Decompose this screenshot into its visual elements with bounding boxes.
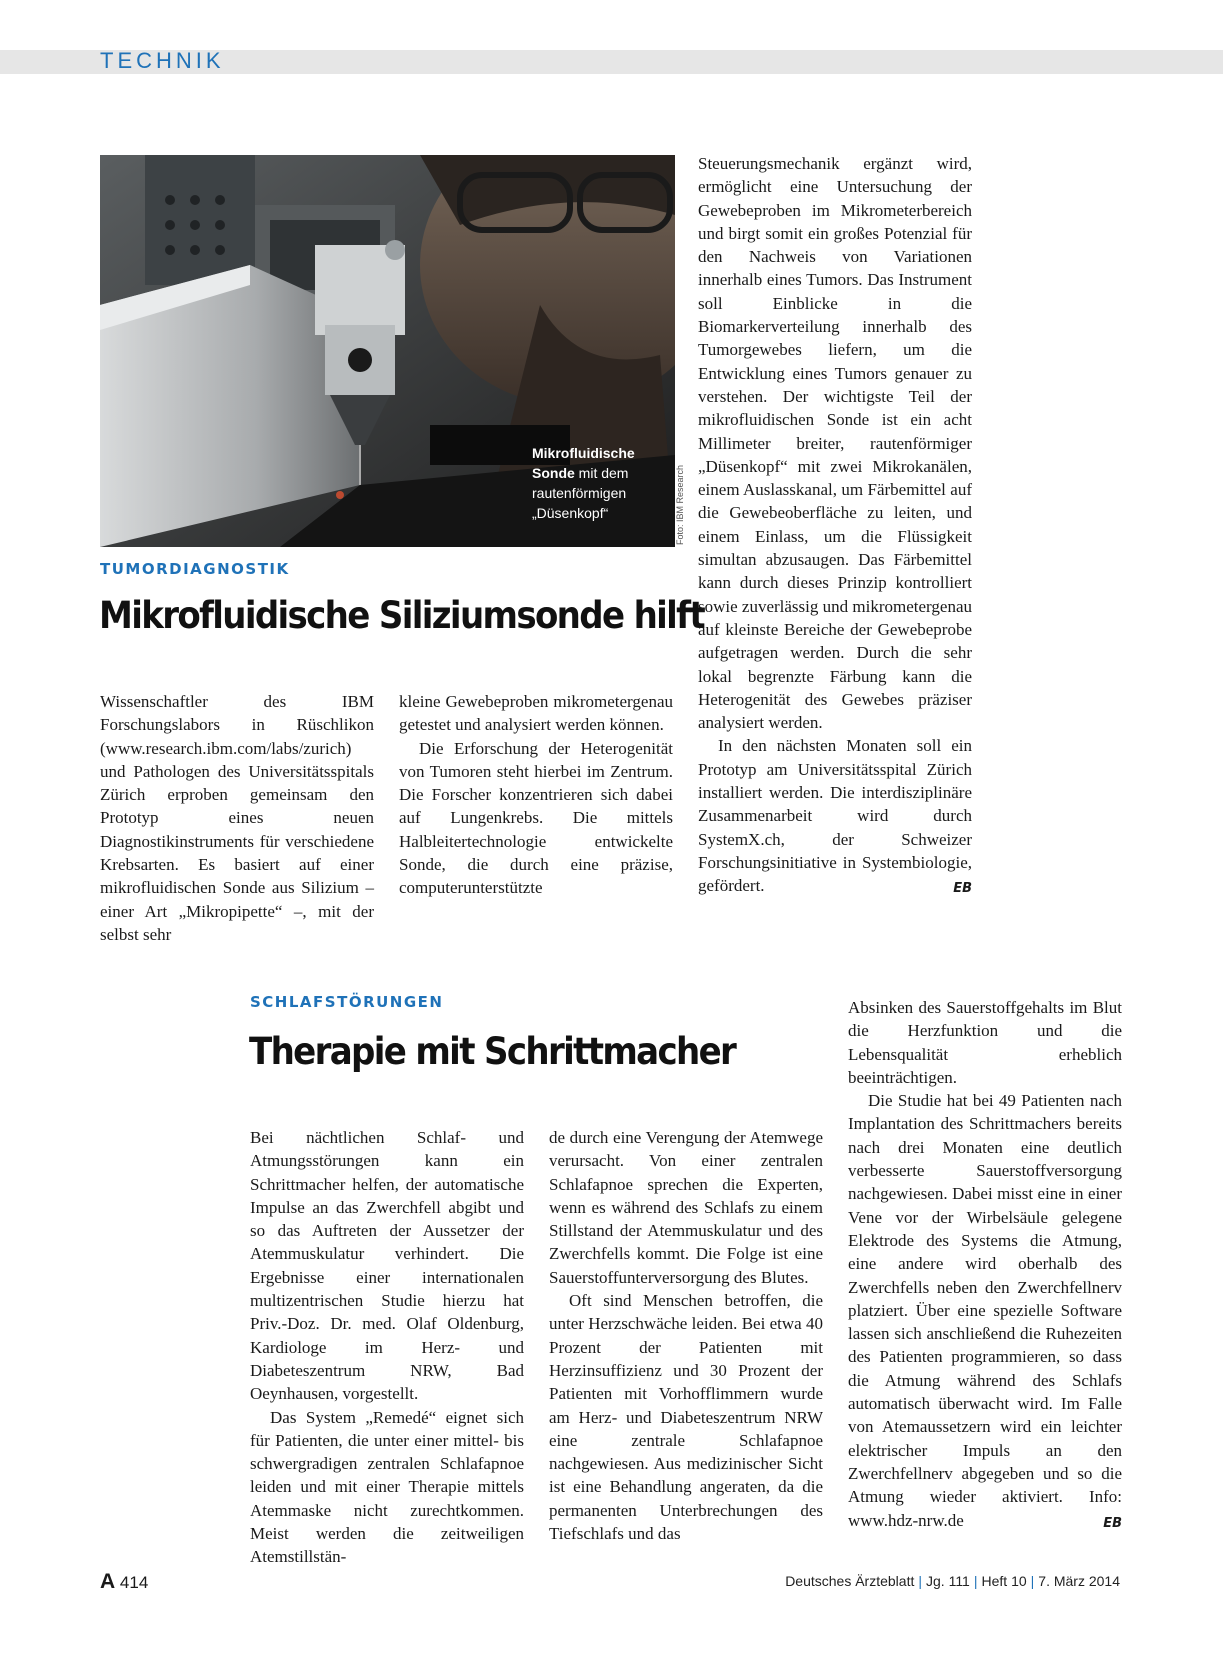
article1-col3-para2 [698,734,972,897]
article1-col2-para2: Die Erforschung der Heterogenität von Tumoren steht hierbei im Zentrum. Die Forscher konzentrieren sich dabei auf Lungenkrebs. Die mittels Halbleitertechnologie entwickelte Sonde, die durch eine präzise, computerunterstützte [399,738,673,898]
article1-column-1 [100,690,374,946]
article2-column-2 [549,1126,823,1545]
article2-kicker: SCHLAFSTÖRUNGEN [250,993,444,1011]
article2-col3-para1: Absinken des Sauerstoffgehalts im Blut die Herzfunktion und die Lebensqualität erheblich beeinträchtigen. [848,998,1122,1087]
article1-col3-para2-text: In den nächsten Monaten soll ein Prototyp am Universitätsspital Zürich installiert werden. Die interdisziplinäre Zusammenarbeit wird durch SystemX.ch, der Schweizer Forschungsinitiative in Systembiologie, gefördert. [698,736,972,896]
article1-col2-para1: kleine Gewebeproben mikrometergenau getestet und analysiert werden können. [399,692,673,735]
article1-column-2 [399,690,673,900]
separator: | [973,1573,978,1589]
article2-col2-para1: de durch eine Verengung der Atemwege verursacht. Von einer zentralen Schlafapnoe sprechen die Experten, wenn es während des Schlafs zu einem Stillstand der Atemmuskulatur und des Zwerchfells kommt. Die Folge ist eine Sauerstoffunterversorgung des Blutes. [549,1128,823,1287]
article2-col3-para2-text: Die Studie hat bei 49 Patienten nach Implantation des Schrittmachers bereits nach drei Monaten eine deutlich verbesserte Sauerstoffversorgung nachgewiesen. Dabei misst eine in einer Vene vor der Wirbelsäule gelegene Elektrode des Systems die Atmung, eine andere wird oberhalb des Zwerchfells neben den Zwerchfellnerv platziert. Über eine spezielle Software lassen sich anschließend die Ruhezeiten des Patienten programmieren, so dass die Atmung während des Schlafs automatisch überwacht wird. Im Falle von Atemaussetzern wird ein leichter elektrischer Impuls an den Zwerchfellnerv abgegeben und so die Atmung wieder aktiviert. Info: www.hdz-nrw.de [848,1091,1122,1530]
page-letter: A [100,1570,116,1593]
photo-caption-text: mit dem rautenförmigen „Düsenkopf“ [532,465,629,521]
article2-col2-para2: Oft sind Menschen betroffen, die unter Herzschwäche leiden. Bei etwa 40 Prozent der Patienten mit Herzinsuffizienz und 30 Prozent der Patienten mit Vorhofflimmern wurde am Herz- und Diabeteszentrum NRW eine zentrale Schlafapnoe nachgewiesen. Aus medizinischer Sicht ist eine Behandlung angeraten, da die permanenten Unterbrechungen des Tiefschlafs und das [549,1291,823,1544]
journal-issue: Heft 10 [981,1573,1027,1589]
article1-kicker: TUMORDIAGNOSTIK [100,560,290,578]
section-label: TECHNIK [100,48,225,73]
photo-caption [532,443,672,523]
journal-name: Deutsches Ärzteblatt [785,1573,915,1589]
page-number [100,1570,148,1594]
article1-author: EB [953,881,972,897]
journal-info [785,1573,1120,1589]
page-number-value: 414 [119,1573,149,1592]
article1-col3-para1: Steuerungsmechanik ergänzt wird, ermöglicht eine Untersuchung der Gewebeproben im Mikrometerbereich und birgt somit ein großes Potenzial für den Nachweis von Variationen innerhalb eines Tumors. Das Instrument soll Einblicke in die Biomarkerverteilung innerhalb des Tumorgewebes liefern, um die Entwicklung eines Tumors genauer zu verstehen. Der wichtigste Teil der mikrofluidischen Sonde ist ein acht Millimeter breiter, rautenförmiger „Düsenkopf“ mit zwei Mikrokanälen, einem Auslasskanal, um Färbemittel auf die Gewebeoberfläche zu leiten, und einem Einlass, um die Flüssigkeit simultan abzusaugen. Das Färbemittel kann durch dieses Prinzip kontrolliert sowie zuverlässig und mikrometergenau auf kleinste Bereiche der Gewebeprobe aufgetragen werden. Durch die sehr lokal begrenzte Färbung kann die Heterogenität des Gewebes präziser analysiert werden. [698,154,972,733]
article1-column-3 [698,152,972,901]
article2-col1-para2: Das System „Remedé“ eignet sich für Patienten, die unter einer mittel- bis schwergradigen zentralen Schlafapnoe leiden und mit einer Therapie mittels Atemmaske nicht zurechtkommen. Meist werden die zeitweiligen Atemstillstän- [250,1407,524,1567]
article2-col1-para1: Bei nächtlichen Schlaf- und Atmungsstörungen kann ein Schrittmacher helfen, der automatische Impulse an das Zwerchfell abgibt und so das Auftreten der Aussetzer der Atemmuskulatur verhindert. Die Ergebnisse einer internationalen multizentrischen Studie hierzu hat Priv.-Doz. Dr. med. Olaf Oldenburg, Kardiologe im Herz- und Diabeteszentrum NRW, Bad Oeynhausen, vorgestellt. [250,1128,524,1404]
article2-author: EB [1103,1515,1122,1531]
journal-date: 7. März 2014 [1038,1573,1120,1589]
article1-col1-text: Wissenschaftler des IBM Forschungslabors in Rüschlikon (www.research.ibm.com/labs/zurich) und Pathologen des Universitätsspitals Zürich erproben gemeinsam den Prototyp eines neuen Diagnostikinstruments für verschiedene Krebsarten. Es basiert auf einer mikrofluidischen Sonde aus Silizium – einer Art „Mikropipette“ –, mit der selbst sehr [100,692,374,944]
separator: | [1030,1573,1035,1589]
article2-headline: Therapie mit Schrittmacher [249,1030,736,1073]
article1-headline: Mikrofluidische Siliziumsonde hilft [99,594,704,637]
separator: | [918,1573,922,1589]
article2-column-1 [250,1126,524,1569]
article2-col3-para2 [848,1089,1122,1532]
article2-column-3 [848,996,1122,1535]
photo-credit: Foto: IBM Research [675,464,685,545]
photo-caption-bold: Mikrofluidische Sonde [532,445,635,481]
journal-volume: Jg. 111 [926,1573,970,1589]
